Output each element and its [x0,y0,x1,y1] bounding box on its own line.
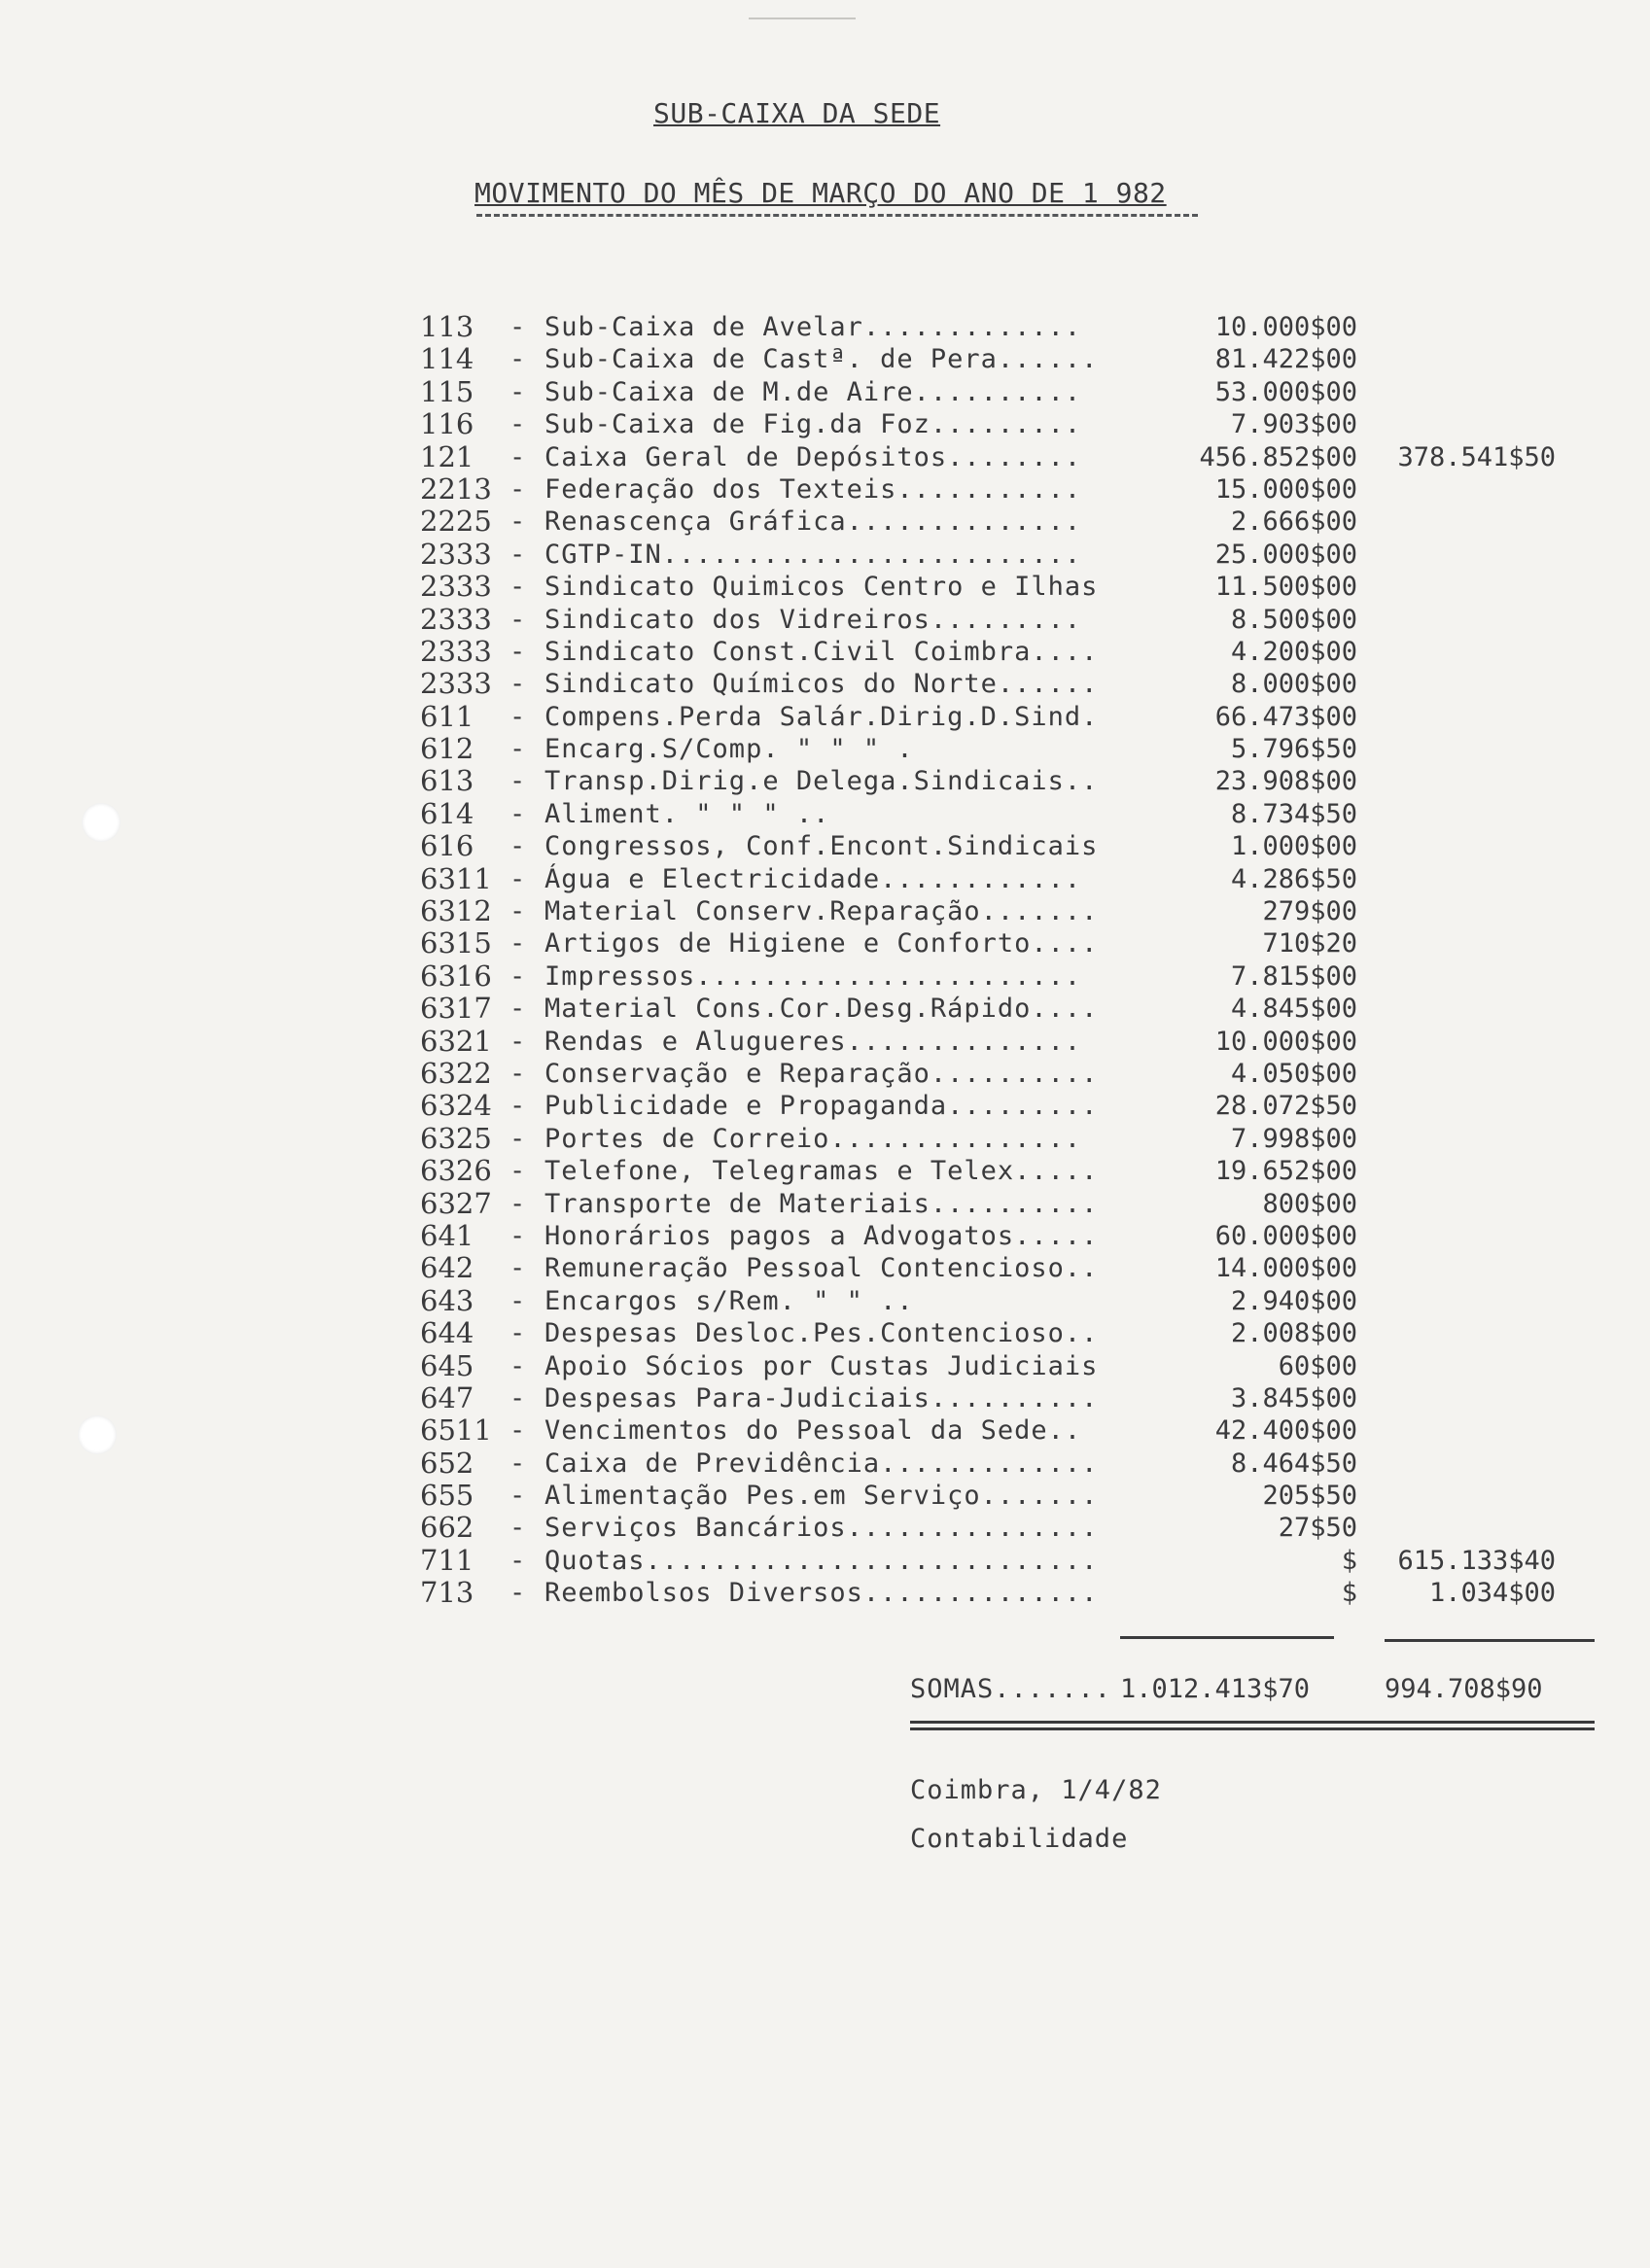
entry-amount: 2.666$00 [1230,506,1357,538]
entry-description: Apoio Sócios por Custas Judiciais [544,1350,1099,1381]
entry-description: Sub-Caixa de Fig.da Foz......... [544,409,1082,440]
entry-code: 713 [420,1576,474,1610]
entry-separator: - [509,506,526,538]
paper-mark [749,17,856,19]
entry-code: 641 [420,1218,474,1252]
entry-code: 655 [420,1479,474,1513]
document-title: SUB-CAIXA DA SEDE [653,97,941,129]
entry-amount: 8.500$00 [1230,604,1357,635]
entry-description: Compens.Perda Salár.Dirig.D.Sind. [544,701,1099,732]
entry-description: Portes de Correio............... [544,1123,1082,1154]
entry-code: 6511 [420,1413,492,1448]
somas-label: SOMAS....... [910,1674,1112,1704]
entry-description: Remuneração Pessoal Contencioso.. [544,1253,1099,1284]
entry-separator: - [509,441,526,472]
entry-description: Reembolsos Diversos.............. [544,1578,1099,1609]
entry-separator: - [509,473,526,505]
entry-amount: 456.852$00 [1199,441,1357,472]
entry-separator: - [509,669,526,700]
entry-separator: - [509,831,526,862]
entry-amount: 19.652$00 [1214,1156,1357,1187]
entry-description: Honorários pagos a Advogatos..... [544,1220,1099,1251]
entry-amount: $ [1341,1545,1357,1576]
entry-code: 2333 [420,634,492,668]
entry-description: Conservação e Reparação.......... [544,1058,1099,1089]
entry-code: 2333 [420,667,492,701]
entry-code: 6325 [420,1121,492,1155]
entry-separator: - [509,409,526,440]
entry-description: Encarg.S/Comp. " " " . [544,734,914,765]
entry-amount: 7.998$00 [1230,1123,1357,1154]
entry-total: 1.034$00 [1428,1578,1556,1609]
entry-description: Encargos s/Rem. " " .. [544,1285,914,1316]
entry-separator: - [509,1318,526,1349]
entry-description: Telefone, Telegramas e Telex..... [544,1156,1099,1187]
entry-description: Caixa Geral de Depósitos........ [544,441,1082,472]
punch-hole [82,803,121,842]
entry-description: Federação dos Texteis........... [544,473,1082,505]
entry-code: 6322 [420,1056,492,1090]
entry-amount: 60.000$00 [1214,1220,1357,1251]
entry-separator: - [509,798,526,829]
entry-separator: - [509,1253,526,1284]
entry-code: 643 [420,1283,474,1317]
entry-description: Impressos....................... [544,960,1082,992]
entry-code: 612 [420,732,474,766]
entry-description: Sub-Caixa de Avelar............. [544,312,1082,342]
entry-amount: 205$50 [1262,1481,1357,1512]
entry-separator: - [509,1382,526,1413]
entry-amount: 60$00 [1278,1350,1357,1381]
entry-description: Rendas e Alugueres.............. [544,1026,1082,1057]
entry-code: 2333 [420,570,492,604]
entry-description: Caixa de Previdência............. [544,1448,1099,1479]
entry-amount: 27$50 [1278,1513,1357,1544]
entry-separator: - [509,863,526,894]
entry-separator: - [509,1448,526,1479]
entry-amount: 2.940$00 [1230,1285,1357,1316]
entry-separator: - [509,734,526,765]
entry-code: 613 [420,764,474,798]
entry-description: Material Cons.Cor.Desg.Rápido.... [544,994,1099,1025]
entry-amount: 8.734$50 [1230,798,1357,829]
entry-description: Publicidade e Propaganda......... [544,1091,1099,1122]
entry-separator: - [509,994,526,1025]
entry-code: 2225 [420,505,492,539]
entry-description: Água e Electricidade............ [544,863,1082,894]
entry-separator: - [509,312,526,342]
entry-amount: 800$00 [1262,1188,1357,1219]
entry-description: Despesas Desloc.Pes.Contencioso.. [544,1318,1099,1349]
entry-description: Aliment. " " " .. [544,798,830,829]
entry-description: Sindicato Const.Civil Coimbra.... [544,636,1099,667]
entry-separator: - [509,1415,526,1447]
entry-amount: 4.200$00 [1230,636,1357,667]
entry-code: 616 [420,829,474,863]
somas-total-1: 1.012.413$70 [1120,1674,1311,1704]
entry-amount: 710$20 [1262,928,1357,960]
double-rule-bottom [910,1727,1595,1730]
entry-description: Vencimentos do Pessoal da Sede.. [544,1415,1082,1447]
entry-description: Quotas........................... [544,1545,1099,1576]
entry-amount: 15.000$00 [1214,473,1357,505]
entry-separator: - [509,1578,526,1609]
entry-code: 2333 [420,602,492,636]
entry-separator: - [509,1350,526,1381]
entry-amount: 23.908$00 [1214,766,1357,797]
entry-separator: - [509,1481,526,1512]
entry-description: Sindicato Químicos do Norte...... [544,669,1099,700]
entry-code: 6317 [420,992,492,1026]
dashed-underline [476,214,1198,217]
entry-amount: 8.464$50 [1230,1448,1357,1479]
entry-code: 647 [420,1380,474,1414]
entry-amount: 279$00 [1262,896,1357,927]
entry-code: 6312 [420,894,492,928]
entry-amount: 10.000$00 [1214,1026,1357,1057]
entry-amount: 7.815$00 [1230,960,1357,992]
double-rule-top [910,1721,1595,1724]
entry-amount: 25.000$00 [1214,539,1357,570]
entry-amount: 53.000$00 [1214,376,1357,407]
entry-description: Congressos, Conf.Encont.Sindicais [544,831,1099,862]
document-subtitle: MOVIMENTO DO MÊS DE MARÇO DO ANO DE 1 982 [474,177,1167,209]
entry-code: 662 [420,1511,474,1545]
entry-code: 113 [420,310,474,343]
entry-description: Sindicato dos Vidreiros......... [544,604,1082,635]
entry-amount: 3.845$00 [1230,1382,1357,1413]
entry-separator: - [509,572,526,603]
entry-separator: - [509,1156,526,1187]
entry-separator: - [509,960,526,992]
place-date: Coimbra, 1/4/82 [910,1775,1162,1805]
entry-description: CGTP-IN......................... [544,539,1082,570]
entry-description: Alimentação Pes.em Serviço....... [544,1481,1099,1512]
entry-amount: 14.000$00 [1214,1253,1357,1284]
entry-description: Sub-Caixa de M.de Aire.......... [544,376,1082,407]
entry-code: 6327 [420,1186,492,1220]
entry-amount: 8.000$00 [1230,669,1357,700]
entry-code: 644 [420,1316,474,1350]
entry-code: 611 [420,699,474,733]
entry-code: 6311 [420,861,492,895]
entry-separator: - [509,344,526,375]
entry-separator: - [509,766,526,797]
entry-amount: 4.050$00 [1230,1058,1357,1089]
entry-code: 114 [420,342,474,376]
entry-code: 642 [420,1251,474,1285]
entry-separator: - [509,1123,526,1154]
entry-code: 2213 [420,471,492,506]
entry-description: Serviços Bancários............... [544,1513,1099,1544]
department: Contabilidade [910,1824,1129,1854]
entry-amount: 5.796$50 [1230,734,1357,765]
entry-amount: 1.000$00 [1230,831,1357,862]
entry-amount: 2.008$00 [1230,1318,1357,1349]
entry-description: Transporte de Materiais.......... [544,1188,1099,1219]
entry-amount: 4.845$00 [1230,994,1357,1025]
entry-amount: 4.286$50 [1230,863,1357,894]
entry-separator: - [509,1513,526,1544]
entry-amount: 28.072$50 [1214,1091,1357,1122]
entry-separator: - [509,896,526,927]
entry-code: 115 [420,374,474,408]
entry-code: 711 [420,1543,474,1577]
entry-code: 2333 [420,537,492,571]
entry-separator: - [509,1220,526,1251]
entry-separator: - [509,604,526,635]
entry-separator: - [509,1545,526,1576]
entry-code: 645 [420,1348,474,1382]
entry-separator: - [509,1026,526,1057]
entry-amount: 7.903$00 [1230,409,1357,440]
entry-code: 652 [420,1446,474,1480]
entry-code: 6324 [420,1089,492,1123]
entry-description: Renascença Gráfica.............. [544,506,1082,538]
entry-description: Sub-Caixa de Castª. de Pera...... [544,344,1099,375]
entry-separator: - [509,1058,526,1089]
entry-code: 116 [420,407,474,441]
entry-code: 614 [420,796,474,830]
entry-code: 121 [420,439,474,473]
entry-code: 6321 [420,1024,492,1058]
sum-rule [1385,1639,1595,1642]
entry-amount: 10.000$00 [1214,312,1357,342]
entry-amount: 66.473$00 [1214,701,1357,732]
entry-separator: - [509,539,526,570]
entry-description: Sindicato Quimicos Centro e Ilhas [544,572,1099,603]
entry-description: Transp.Dirig.e Delega.Sindicais.. [544,766,1099,797]
entry-separator: - [509,701,526,732]
entry-amount: 81.422$00 [1214,344,1357,375]
entry-code: 6316 [420,959,492,993]
sum-rule [1120,1636,1334,1639]
entry-amount: 42.400$00 [1214,1415,1357,1447]
entry-description: Despesas Para-Judiciais.......... [544,1382,1099,1413]
entry-separator: - [509,928,526,960]
entry-total: 378.541$50 [1397,441,1556,472]
entry-separator: - [509,1091,526,1122]
entry-description: Artigos de Higiene e Conforto.... [544,928,1099,960]
entry-code: 6326 [420,1154,492,1188]
somas-total-2: 994.708$90 [1385,1674,1543,1704]
entry-description: Material Conserv.Reparação....... [544,896,1099,927]
entry-separator: - [509,636,526,667]
entry-total: 615.133$40 [1397,1545,1556,1576]
entry-separator: - [509,376,526,407]
entry-amount: 11.500$00 [1214,572,1357,603]
entry-amount: $ [1341,1578,1357,1609]
entry-separator: - [509,1188,526,1219]
punch-hole [78,1415,117,1454]
entry-separator: - [509,1285,526,1316]
entry-code: 6315 [420,926,492,960]
